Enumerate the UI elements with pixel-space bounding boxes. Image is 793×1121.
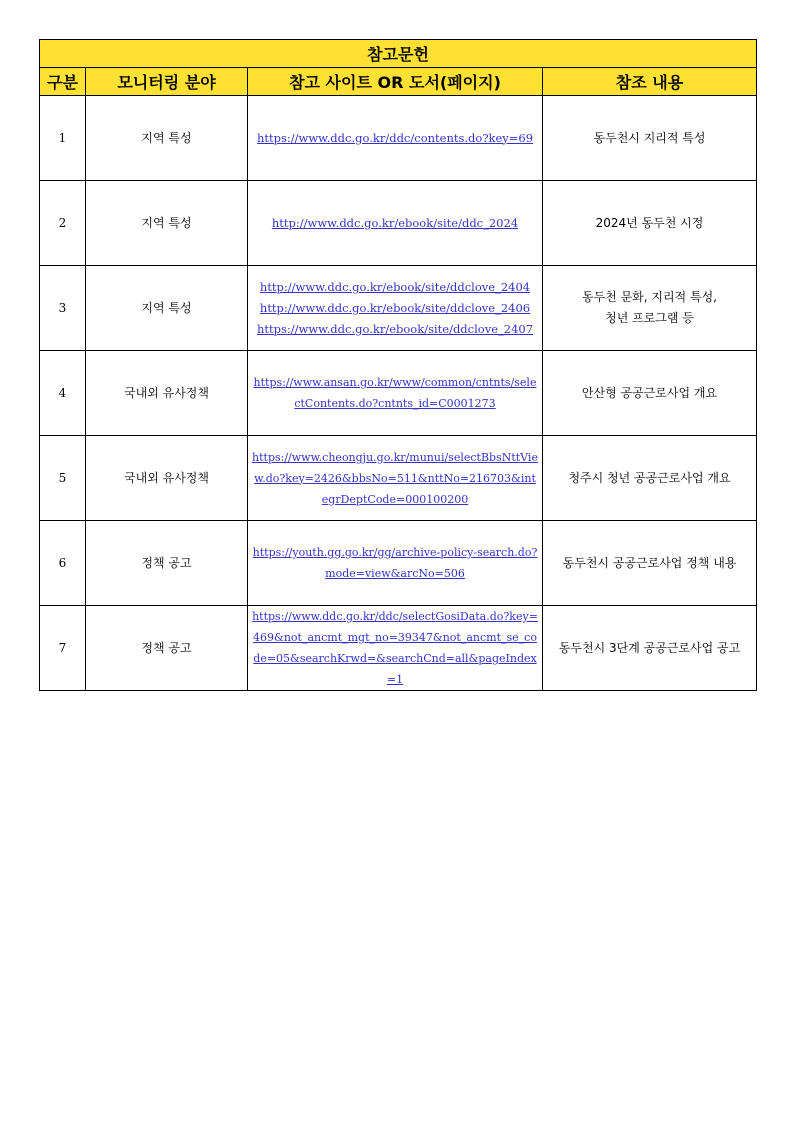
source-link[interactable]: https://youth.gg.go.kr/gg/archive-policy-search.do?mode=view&arcNo=506 [252, 546, 538, 580]
header-field: 모니터링 분야 [86, 68, 248, 96]
table-row [40, 521, 757, 606]
table-row [40, 96, 757, 181]
table-row [40, 436, 757, 521]
row-field: 지역 특성 [86, 96, 248, 181]
row-number: 2 [40, 181, 86, 266]
table-row [40, 266, 757, 351]
row-number: 6 [40, 521, 86, 606]
table-row [40, 181, 757, 266]
row-number: 5 [40, 436, 86, 521]
table-title: 참고문헌 [40, 40, 757, 68]
header-source: 참고 사이트 OR 도서(페이지) [248, 68, 543, 96]
row-source [248, 181, 543, 266]
title-row [40, 40, 757, 68]
content-line: 청주시 청년 공공근로사업 개요 [568, 470, 731, 485]
content-line: 동두천시 공공근로사업 정책 내용 [562, 555, 737, 570]
row-number: 4 [40, 351, 86, 436]
row-field: 지역 특성 [86, 181, 248, 266]
content-line: 청년 프로그램 등 [605, 311, 694, 325]
source-link[interactable]: https://www.ddc.go.kr/ddc/contents.do?key=69 [256, 130, 534, 145]
table-row [40, 606, 757, 691]
source-link[interactable]: https://www.ddc.go.kr/ddc/selectGosiData.do?key=469&not_ancmt_mgt_no=39347&not_ancmt_se_code=05&searchKrwd=&searchCnd=all&pageIndex=1 [252, 610, 538, 686]
source-link[interactable]: http://www.ddc.go.kr/ebook/site/ddclove_2406 [259, 300, 531, 315]
content-line: 동두천시 지리적 특성 [593, 130, 706, 145]
row-number: 3 [40, 266, 86, 351]
row-field: 정책 공고 [86, 521, 248, 606]
row-field: 국내외 유사정책 [86, 351, 248, 436]
row-source [248, 96, 543, 181]
table-row [40, 351, 757, 436]
row-source [248, 436, 543, 521]
source-link[interactable]: http://www.ddc.go.kr/ebook/site/ddclove_2404 [259, 279, 531, 294]
row-field: 지역 특성 [86, 266, 248, 351]
row-field: 국내외 유사정책 [86, 436, 248, 521]
header-no: 구분 [40, 68, 86, 96]
row-content [543, 521, 757, 606]
row-source [248, 521, 543, 606]
row-source [248, 266, 543, 351]
references-table [39, 39, 757, 691]
row-source [248, 606, 543, 691]
content-line: 동두천시 3단계 공공근로사업 공고 [558, 640, 741, 655]
source-link[interactable]: https://www.ddc.go.kr/ebook/site/ddclove_2407 [256, 321, 534, 336]
row-content [543, 436, 757, 521]
source-link[interactable]: https://www.cheongju.go.kr/munui/selectBbsNttView.do?key=2426&bbsNo=511&nttNo=216703&integrDeptCode=000100200 [252, 450, 538, 506]
row-content [543, 96, 757, 181]
source-link[interactable]: http://www.ddc.go.kr/ebook/site/ddc_2024 [271, 215, 519, 230]
row-content [543, 351, 757, 436]
row-content [543, 266, 757, 351]
header-row [40, 68, 757, 96]
row-content [543, 181, 757, 266]
row-number: 1 [40, 96, 86, 181]
content-line: 안산형 공공근로사업 개요 [581, 385, 718, 400]
source-link[interactable]: https://www.ansan.go.kr/www/common/cntnts/selectContents.do?cntnts_id=C0001273 [253, 376, 537, 410]
row-field: 정책 공고 [86, 606, 248, 691]
row-content [543, 606, 757, 691]
header-content: 참조 내용 [543, 68, 757, 96]
row-source [248, 351, 543, 436]
content-line: 동두천 문화, 지리적 특성, [582, 290, 717, 304]
content-line: 2024년 동두천 시정 [595, 215, 704, 230]
row-number: 7 [40, 606, 86, 691]
table-body [40, 96, 757, 691]
